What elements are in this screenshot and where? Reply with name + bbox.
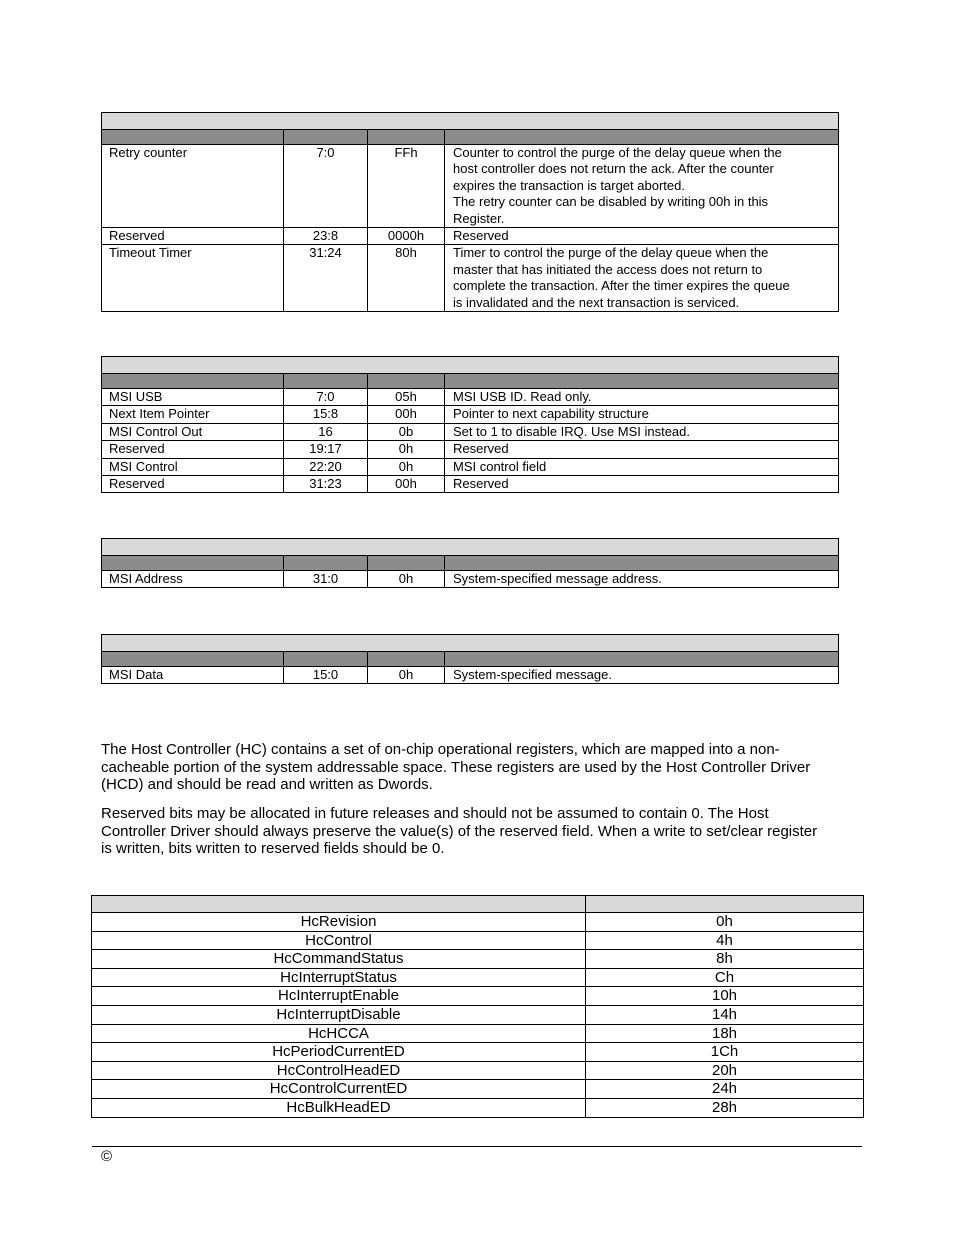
register-offset: Ch <box>586 968 864 987</box>
table-title-bar <box>92 896 864 913</box>
table-row <box>102 228 839 245</box>
field-description: MSI control field <box>445 458 839 475</box>
field-description: System-specified message. <box>445 667 839 684</box>
field-name: Timeout Timer <box>102 245 284 312</box>
field-description: Pointer to next capability structure <box>445 406 839 423</box>
field-name: MSI Control <box>102 458 284 475</box>
field-bits: 31:24 <box>284 245 368 312</box>
field-description: Set to 1 to disable IRQ. Use MSI instead. <box>445 423 839 440</box>
field-default: 0h <box>368 571 445 588</box>
field-name: MSI USB <box>102 389 284 406</box>
register-name: HcInterruptEnable <box>92 987 586 1006</box>
field-bits: 7:0 <box>284 389 368 406</box>
table-title-bar <box>102 635 839 652</box>
register-offset: 20h <box>586 1061 864 1080</box>
table-header-bar <box>102 652 839 667</box>
register-offset: 1Ch <box>586 1043 864 1062</box>
register-table-msi-capability <box>101 356 839 493</box>
register-offset: 18h <box>586 1024 864 1043</box>
field-bits: 31:0 <box>284 571 368 588</box>
table-header-bar <box>102 130 839 145</box>
register-name: HcPeriodCurrentED <box>92 1043 586 1062</box>
field-description: Timer to control the purge of the delay queue when the master that has initiated the access does not return to complete the transaction. After the timer expires the queue is invalidated and the next transaction is serviced. <box>445 245 839 312</box>
table-row <box>92 1061 864 1080</box>
table-row <box>102 441 839 458</box>
table-row <box>92 1043 864 1062</box>
table-row <box>92 913 864 932</box>
intro-paragraph: The Host Controller (HC) contains a set of on-chip operational registers, which are mapped into a non- cacheable portion of the system addressable space. These registers are used by the Host Controller Driver (HCD) and should be read and written as Dwords. <box>101 741 811 793</box>
field-default: 0h <box>368 441 445 458</box>
copyright-symbol: © <box>101 1148 113 1165</box>
register-offset: 10h <box>586 987 864 1006</box>
register-table-msi-data <box>101 634 839 684</box>
register-offset: 0h <box>586 913 864 932</box>
register-name: HcHCCA <box>92 1024 586 1043</box>
field-bits: 15:0 <box>284 667 368 684</box>
table-row <box>92 987 864 1006</box>
field-bits: 15:8 <box>284 406 368 423</box>
table-row <box>102 245 839 312</box>
table-row <box>102 458 839 475</box>
field-default: 0h <box>368 458 445 475</box>
register-name: HcInterruptStatus <box>92 968 586 987</box>
table-header-bar <box>102 374 839 389</box>
table-row <box>102 145 839 228</box>
register-offset: 28h <box>586 1098 864 1117</box>
table-row <box>102 571 839 588</box>
register-offset: 4h <box>586 931 864 950</box>
register-name: HcControlHeadED <box>92 1061 586 1080</box>
field-bits: 16 <box>284 423 368 440</box>
field-name: Retry counter <box>102 145 284 228</box>
field-bits: 23:8 <box>284 228 368 245</box>
field-description: Reserved <box>445 476 839 493</box>
field-name: MSI Control Out <box>102 423 284 440</box>
register-table-msi-address <box>101 538 839 588</box>
field-description: MSI USB ID. Read only. <box>445 389 839 406</box>
table-row <box>92 931 864 950</box>
table-row <box>92 1024 864 1043</box>
register-name: HcCommandStatus <box>92 950 586 969</box>
table-row <box>102 389 839 406</box>
register-offset: 8h <box>586 950 864 969</box>
field-bits: 19:17 <box>284 441 368 458</box>
table-row <box>102 476 839 493</box>
register-name: HcRevision <box>92 913 586 932</box>
table-row <box>102 667 839 684</box>
register-name: HcBulkHeadED <box>92 1098 586 1117</box>
register-name: HcControlCurrentED <box>92 1080 586 1099</box>
table-title-bar <box>102 539 839 556</box>
field-bits: 22:20 <box>284 458 368 475</box>
register-table-retry <box>101 112 839 312</box>
field-description: Reserved <box>445 441 839 458</box>
field-description: Reserved <box>445 228 839 245</box>
field-name: Next Item Pointer <box>102 406 284 423</box>
table-title-bar <box>102 113 839 130</box>
table-title-bar <box>102 357 839 374</box>
field-name: MSI Address <box>102 571 284 588</box>
field-default: 05h <box>368 389 445 406</box>
operational-register-map <box>91 895 864 1118</box>
field-name: MSI Data <box>102 667 284 684</box>
table-row <box>102 406 839 423</box>
field-bits: 7:0 <box>284 145 368 228</box>
table-row <box>92 1005 864 1024</box>
table-row <box>92 1098 864 1117</box>
footer-divider <box>92 1146 862 1147</box>
field-default: 0b <box>368 423 445 440</box>
register-offset: 14h <box>586 1005 864 1024</box>
table-row <box>102 423 839 440</box>
field-default: FFh <box>368 145 445 228</box>
register-name: HcControl <box>92 931 586 950</box>
register-offset: 24h <box>586 1080 864 1099</box>
table-row <box>92 968 864 987</box>
field-default: 0h <box>368 667 445 684</box>
field-description: Counter to control the purge of the delay queue when the host controller does not return the ack. After the counter expires the transaction is target aborted. The retry counter can be disabled by writing 00h in this Register. <box>445 145 839 228</box>
field-default: 80h <box>368 245 445 312</box>
table-row <box>92 1080 864 1099</box>
field-name: Reserved <box>102 476 284 493</box>
field-name: Reserved <box>102 441 284 458</box>
field-default: 00h <box>368 406 445 423</box>
field-bits: 31:23 <box>284 476 368 493</box>
table-header-bar <box>102 556 839 571</box>
register-name: HcInterruptDisable <box>92 1005 586 1024</box>
field-name: Reserved <box>102 228 284 245</box>
field-default: 0000h <box>368 228 445 245</box>
field-default: 00h <box>368 476 445 493</box>
field-description: System-specified message address. <box>445 571 839 588</box>
reserved-bits-paragraph: Reserved bits may be allocated in future releases and should not be assumed to contain 0. The Host Controller Driver should always preserve the value(s) of the reserved field. When a write to set/clear register is written, bits written to reserved fields should be 0. <box>101 805 818 857</box>
table-row <box>92 950 864 969</box>
